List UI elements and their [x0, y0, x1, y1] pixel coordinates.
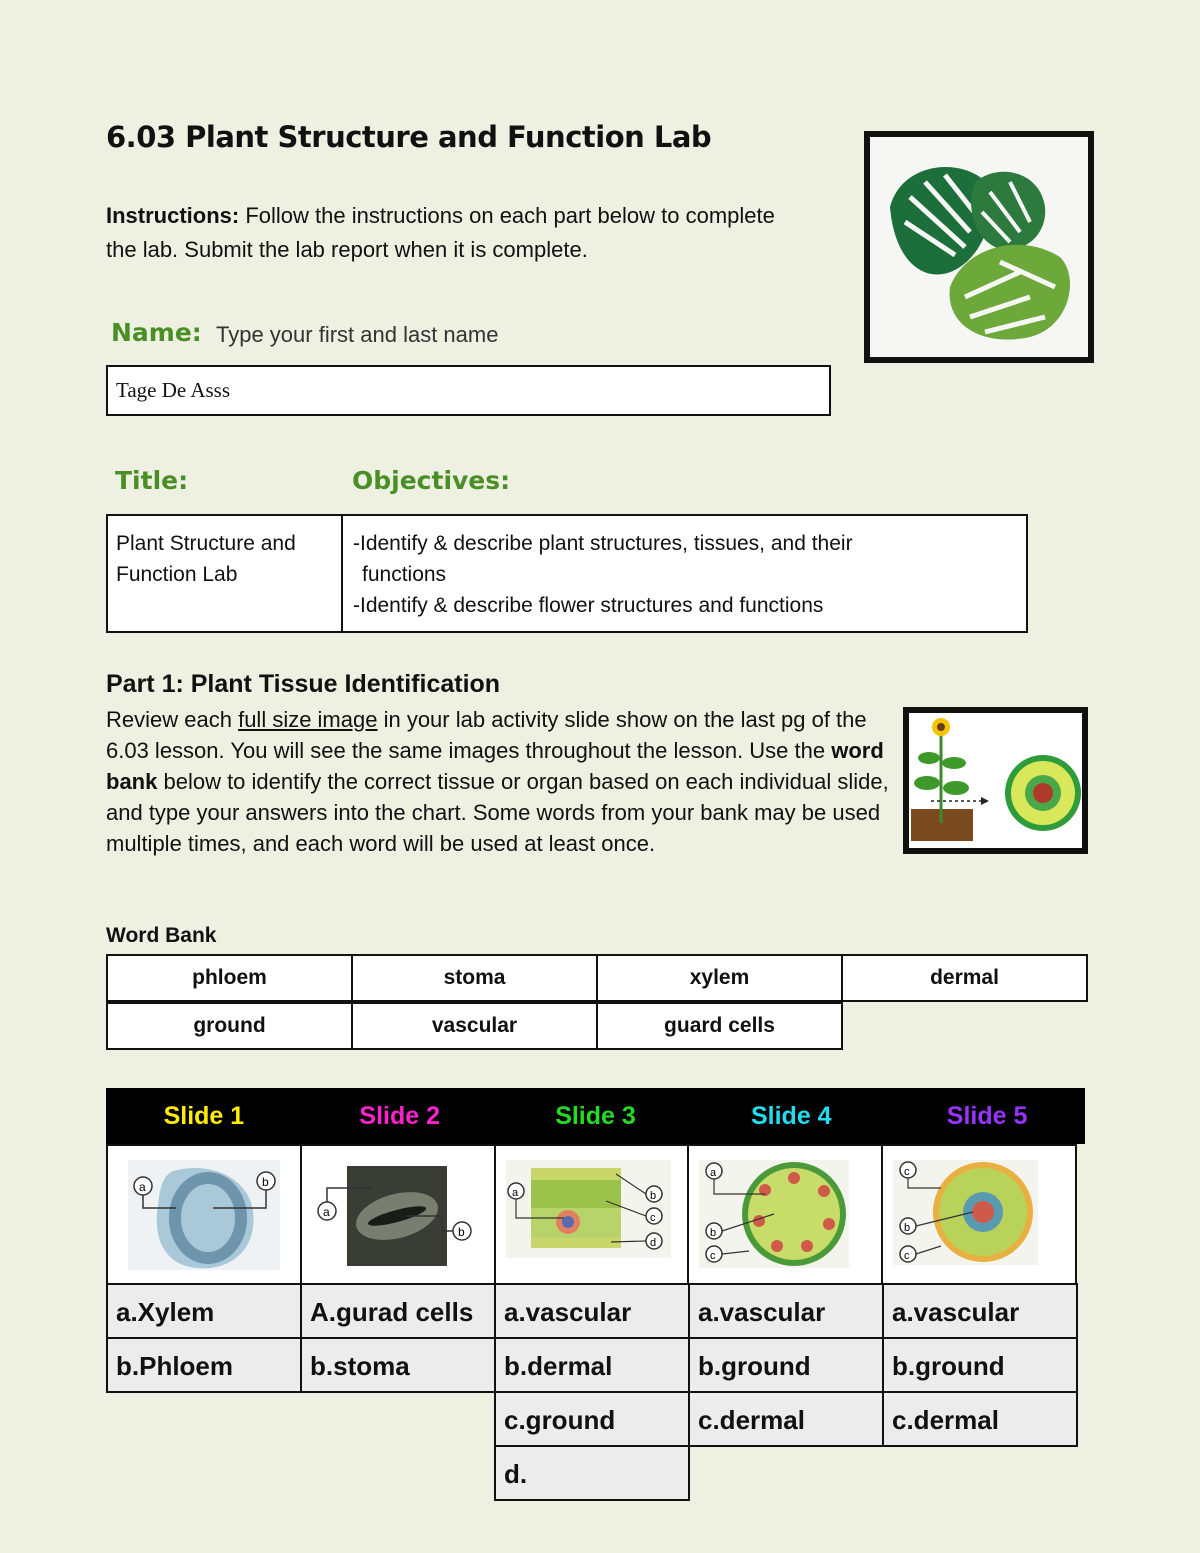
- instructions-label: Instructions:: [106, 203, 240, 228]
- name-value: Tage De Asss: [116, 378, 231, 402]
- word-bank-cell: dermal: [841, 954, 1088, 1002]
- svg-text:c: c: [649, 1212, 656, 1224]
- word-bank-label: Word Bank: [106, 924, 217, 947]
- slide-3-image: [494, 1144, 690, 1285]
- slide-2-image: [300, 1144, 496, 1285]
- empty-cell: [106, 1447, 302, 1501]
- name-label: Name:: [111, 318, 202, 347]
- word-bank-cell: ground: [106, 1002, 353, 1050]
- empty-cell: [300, 1447, 496, 1501]
- word-bank-row-2: [106, 1002, 841, 1048]
- slide-header-row: [106, 1088, 1085, 1144]
- answer-cell[interactable]: a.vascular: [688, 1283, 884, 1339]
- title-objectives-table: [106, 514, 1028, 633]
- word-bank-cell: vascular: [351, 1002, 598, 1050]
- svg-text:b: b: [904, 1222, 911, 1234]
- title-value-line-2: Function Lab: [116, 563, 238, 586]
- answer-cell[interactable]: b.ground: [882, 1337, 1078, 1393]
- svg-text:a: a: [511, 1187, 518, 1199]
- name-hint: Type your first and last name: [216, 322, 499, 347]
- instructions-text: Follow the instructions on each part below to complete the lab. Submit the lab report when it is complete.: [106, 203, 775, 262]
- slide-images-row: [106, 1144, 1085, 1285]
- slide-5-image: [881, 1144, 1077, 1285]
- slide-4-header: Slide 4: [750, 1101, 832, 1130]
- answers-row-b: [106, 1339, 1085, 1393]
- answer-cell[interactable]: c.dermal: [882, 1391, 1078, 1447]
- svg-text:b: b: [649, 1190, 656, 1202]
- answer-cell[interactable]: c.ground: [494, 1391, 690, 1447]
- word-bank-cell: phloem: [106, 954, 353, 1002]
- title-value-line-1: Plant Structure and: [116, 532, 296, 555]
- word-bank-row-1: [106, 954, 1086, 1000]
- answer-cell[interactable]: A.gurad cells: [300, 1283, 496, 1339]
- svg-text:b: b: [457, 1225, 465, 1239]
- slide-4-image: [687, 1144, 883, 1285]
- empty-cell: [106, 1393, 302, 1447]
- answer-cell[interactable]: a.vascular: [882, 1283, 1078, 1339]
- answer-cell[interactable]: d.: [494, 1445, 690, 1501]
- svg-text:a: a: [710, 1167, 717, 1179]
- answer-cell[interactable]: b.Phloem: [106, 1337, 302, 1393]
- word-bank-emphasis: word bank: [106, 738, 884, 794]
- slide-1-header: Slide 1: [163, 1101, 245, 1130]
- answers-row-d: [106, 1447, 1085, 1501]
- objectives-cell[interactable]: [343, 516, 1026, 631]
- objective-1: -Identify & describe plant structures, tissues, and their: [353, 532, 853, 555]
- word-bank-cell: guard cells: [596, 1002, 843, 1050]
- name-field[interactable]: [106, 365, 831, 416]
- answers-row-c: [106, 1393, 1085, 1447]
- svg-text:b: b: [710, 1227, 717, 1239]
- answer-cell[interactable]: c.dermal: [688, 1391, 884, 1447]
- answer-cell[interactable]: a.Xylem: [106, 1283, 302, 1339]
- answer-cell[interactable]: b.ground: [688, 1337, 884, 1393]
- svg-text:a: a: [322, 1205, 330, 1219]
- word-bank-cell: stoma: [351, 954, 598, 1002]
- slide-2-header: Slide 2: [359, 1101, 440, 1130]
- svg-text:c: c: [904, 1166, 910, 1178]
- sunflower-stem-image: [903, 707, 1088, 854]
- instructions: [106, 199, 806, 267]
- svg-text:d: d: [649, 1237, 656, 1249]
- svg-text:a: a: [139, 1180, 146, 1194]
- slide-answers-table: [106, 1088, 1085, 1501]
- slide-3-header: Slide 3: [555, 1101, 636, 1130]
- answer-cell[interactable]: b.dermal: [494, 1337, 690, 1393]
- word-bank-cell: xylem: [596, 954, 843, 1002]
- slide-5-header: Slide 5: [946, 1101, 1028, 1130]
- svg-text:c: c: [904, 1250, 910, 1262]
- part1-text-1: Review each: [106, 707, 239, 732]
- monstera-leaves-image: [864, 131, 1094, 363]
- title-label: Title:: [115, 466, 189, 495]
- slide-1-image: [106, 1144, 302, 1285]
- full-size-image-link[interactable]: full size image: [238, 707, 378, 732]
- part1-text-2: in your lab activity slide show on the last pg of the 6.03 lesson. You will see the same images throughout the lesson. Use the: [106, 707, 867, 763]
- objective-2: -Identify & describe flower structures and functions: [353, 594, 824, 617]
- answer-cell[interactable]: a.vascular: [494, 1283, 690, 1339]
- answer-cell[interactable]: b.stoma: [300, 1337, 496, 1393]
- objective-1-cont: functions: [362, 563, 447, 586]
- page-title: 6.03 Plant Structure and Function Lab: [106, 120, 712, 154]
- objectives-label: Objectives:: [352, 466, 511, 495]
- empty-cell: [300, 1393, 496, 1447]
- answers-row-a: [106, 1285, 1085, 1339]
- svg-text:c: c: [710, 1250, 716, 1262]
- svg-text:b: b: [262, 1175, 269, 1189]
- part1-heading: Part 1: Plant Tissue Identification: [106, 670, 501, 698]
- part1-text: [106, 704, 896, 859]
- title-cell[interactable]: [108, 516, 343, 631]
- part1-text-3: below to identify the correct tissue or organ based on each individual slide, and type your answers into the chart. Some words from your bank may be used multiple times, and each word will be used at least once.: [106, 769, 889, 856]
